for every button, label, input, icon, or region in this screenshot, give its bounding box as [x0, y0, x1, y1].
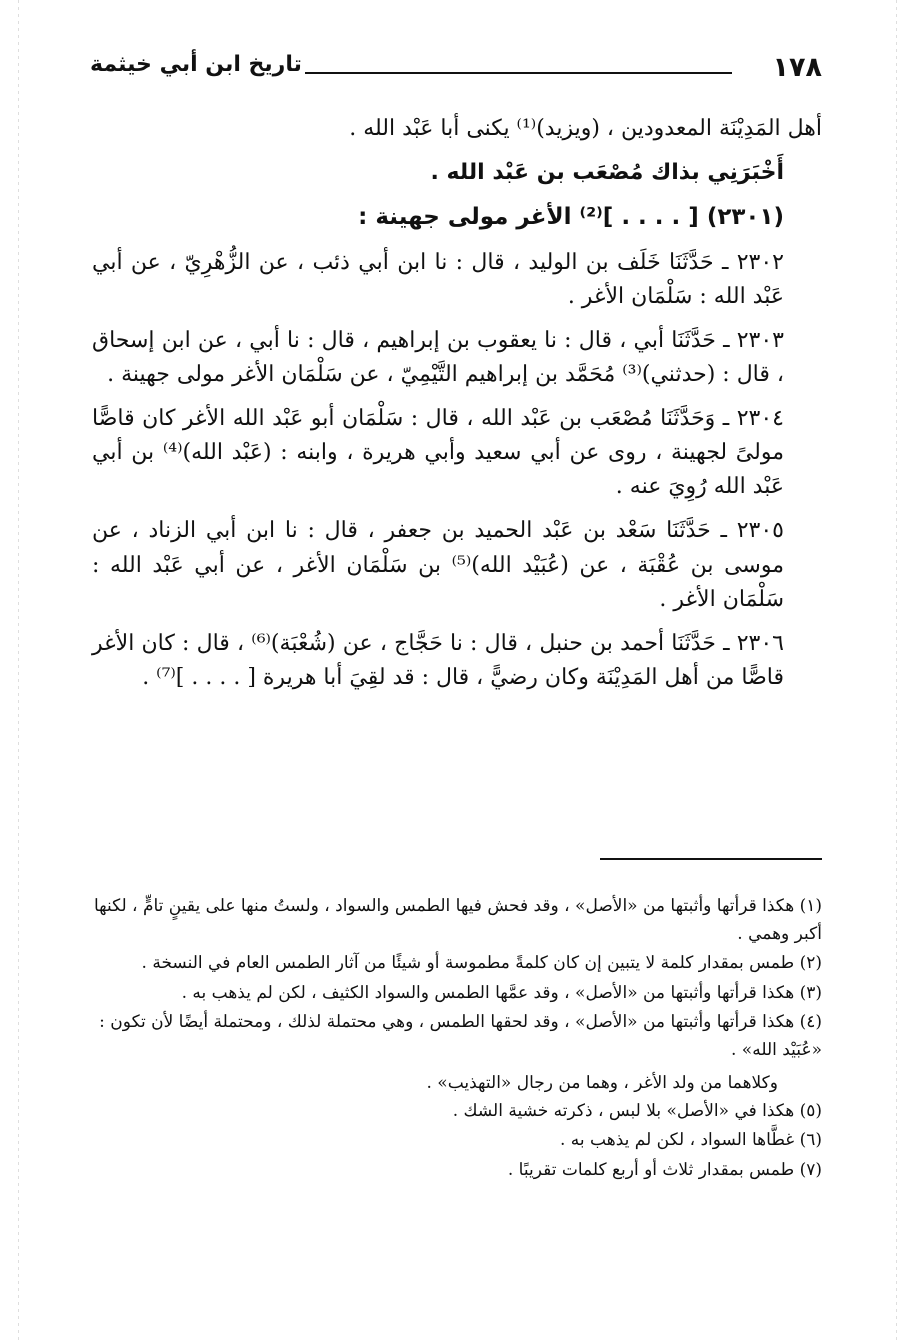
- footnote-number: (٥): [799, 1100, 822, 1121]
- footnote-number: (١): [799, 896, 822, 916]
- text-line: أَخْبَرَنِي بذاك مُصْعَب بن عَبْد الله .: [430, 160, 784, 186]
- scan-edge-mark: [18, 0, 19, 1341]
- footnote-text: طمس بمقدار كلمة لا يتبين إن كان كلمةً مطموسة أو شيئًا من آثار الطمس العام في النسخة .: [141, 953, 795, 974]
- hadith-entry: ٢٣٠٣ ـ حَدَّثَنَا أبي ، قال : نا يعقوب بن إبراهيم ، قال : نا أبي ، عن ابن إسحاق ، قال : (حدثني)⁽³⁾ مُحَمَّد بن إبراهيم التَّيْمِيّ ، عن سَلْمَان الأغر مولى جهينة .: [92, 328, 784, 388]
- main-text: [92, 112, 822, 705]
- page-header: [90, 52, 822, 92]
- footnote: [92, 980, 822, 1008]
- footnote-text: غطَّاها السواد ، لكن لم يذهب به .: [559, 1130, 795, 1151]
- footnote: [92, 1157, 822, 1185]
- footnote: [92, 1098, 822, 1126]
- footnote: [92, 1127, 822, 1155]
- footnote-text: هكذا قرأتها وأثبتها من «الأصل» ، وقد لحقها الطمس ، وهي محتملة لذلك ، ومحتملة أيضًا لأن تكون : «عُبَيْد الله» .: [99, 1012, 822, 1060]
- footnote-number: (٢): [799, 953, 822, 974]
- footnote: [92, 950, 822, 978]
- text-line: أهل المَدِيْنَة المعدودين ، (ويزيد)⁽¹⁾ يكنى أبا عَبْد الله .: [349, 116, 822, 141]
- footnote-extra: وكلاهما من ولد الأغر ، وهما من رجال «التهذيب» .: [426, 1073, 778, 1094]
- hadith-entry: ٢٣٠٦ ـ حَدَّثَنَا أحمد بن حنبل ، قال : نا حَجَّاج ، عن (شُعْبَة)⁽⁶⁾ ، قال : كان الأغر قاصًّا من أهل المَدِيْنَة وكان رضيًّ ، قال : قد لقِيَ أبا هريرة [ . . . . ]⁽⁷⁾ .: [92, 630, 784, 690]
- hadith-entry: ٢٣٠٥ ـ حَدَّثَنَا سَعْد بن عَبْد الحميد بن جعفر ، قال : نا ابن أبي الزناد ، عن موسى بن عُقْبَة ، عن (عُبَيْد الله)⁽⁵⁾ بن سَلْمَان الأغر ، عن أبي عَبْد الله : سَلْمَان الأغر .: [92, 518, 784, 612]
- hadith-entry: ٢٣٠٢ ـ حَدَّثَنَا خَلَف بن الوليد ، قال : نا ابن أبي ذئب ، عن الزُّهْرِيّ ، عن أبي عَبْد الله : سَلْمَان الأغر .: [92, 249, 784, 309]
- footnote: [92, 893, 822, 948]
- entry-heading: (٢٣٠١) [ . . . . ]⁽²⁾ الأغر مولى جهينة :: [358, 204, 784, 231]
- footnote: [92, 1009, 822, 1064]
- header-rule: [305, 72, 732, 74]
- footnote-text: طمس بمقدار ثلاث أو أربع كلمات تقريبًا .: [507, 1159, 795, 1180]
- footnote-number: (٤): [799, 1012, 822, 1033]
- footnote-rule: [600, 858, 822, 860]
- footnote-text: هكذا في «الأصل» بلا لبس ، ذكرته خشية الشك .: [452, 1100, 795, 1121]
- book-title: تاريخ ابن أبي خيثمة: [90, 52, 302, 77]
- hadith-entry: ٢٣٠٤ ـ وَحَدَّثَنَا مُصْعَب بن عَبْد الله ، قال : سَلْمَان أبو عَبْد الله الأغر كان قاصًّا مولىً لجهينة ، روى عن أبي سعيد وأبي هريرة ، وابنه : (عَبْد الله)⁽⁴⁾ بن أبي عَبْد الله رُوِيَ عنه .: [92, 406, 784, 500]
- scan-edge-mark: [896, 0, 897, 1341]
- footnote-number: (٦): [799, 1130, 822, 1151]
- footnote-number: (٧): [799, 1159, 822, 1180]
- page-number: ١٧٨: [772, 52, 822, 83]
- footnotes: [92, 893, 822, 1186]
- footnote-text: هكذا قرأتها وأثبتها من «الأصل» ، وقد عمَّها الطمس والسواد الكثيف ، لكن لم يذهب به .: [181, 982, 795, 1003]
- footnote-number: (٣): [799, 982, 822, 1003]
- footnote-text: هكذا قرأتها وأثبتها من «الأصل» ، وقد فحش فيها الطمس والسواد ، ولستُ منها على يقينٍ تامٍّ ، لكنها أكبر وهمي .: [93, 896, 822, 944]
